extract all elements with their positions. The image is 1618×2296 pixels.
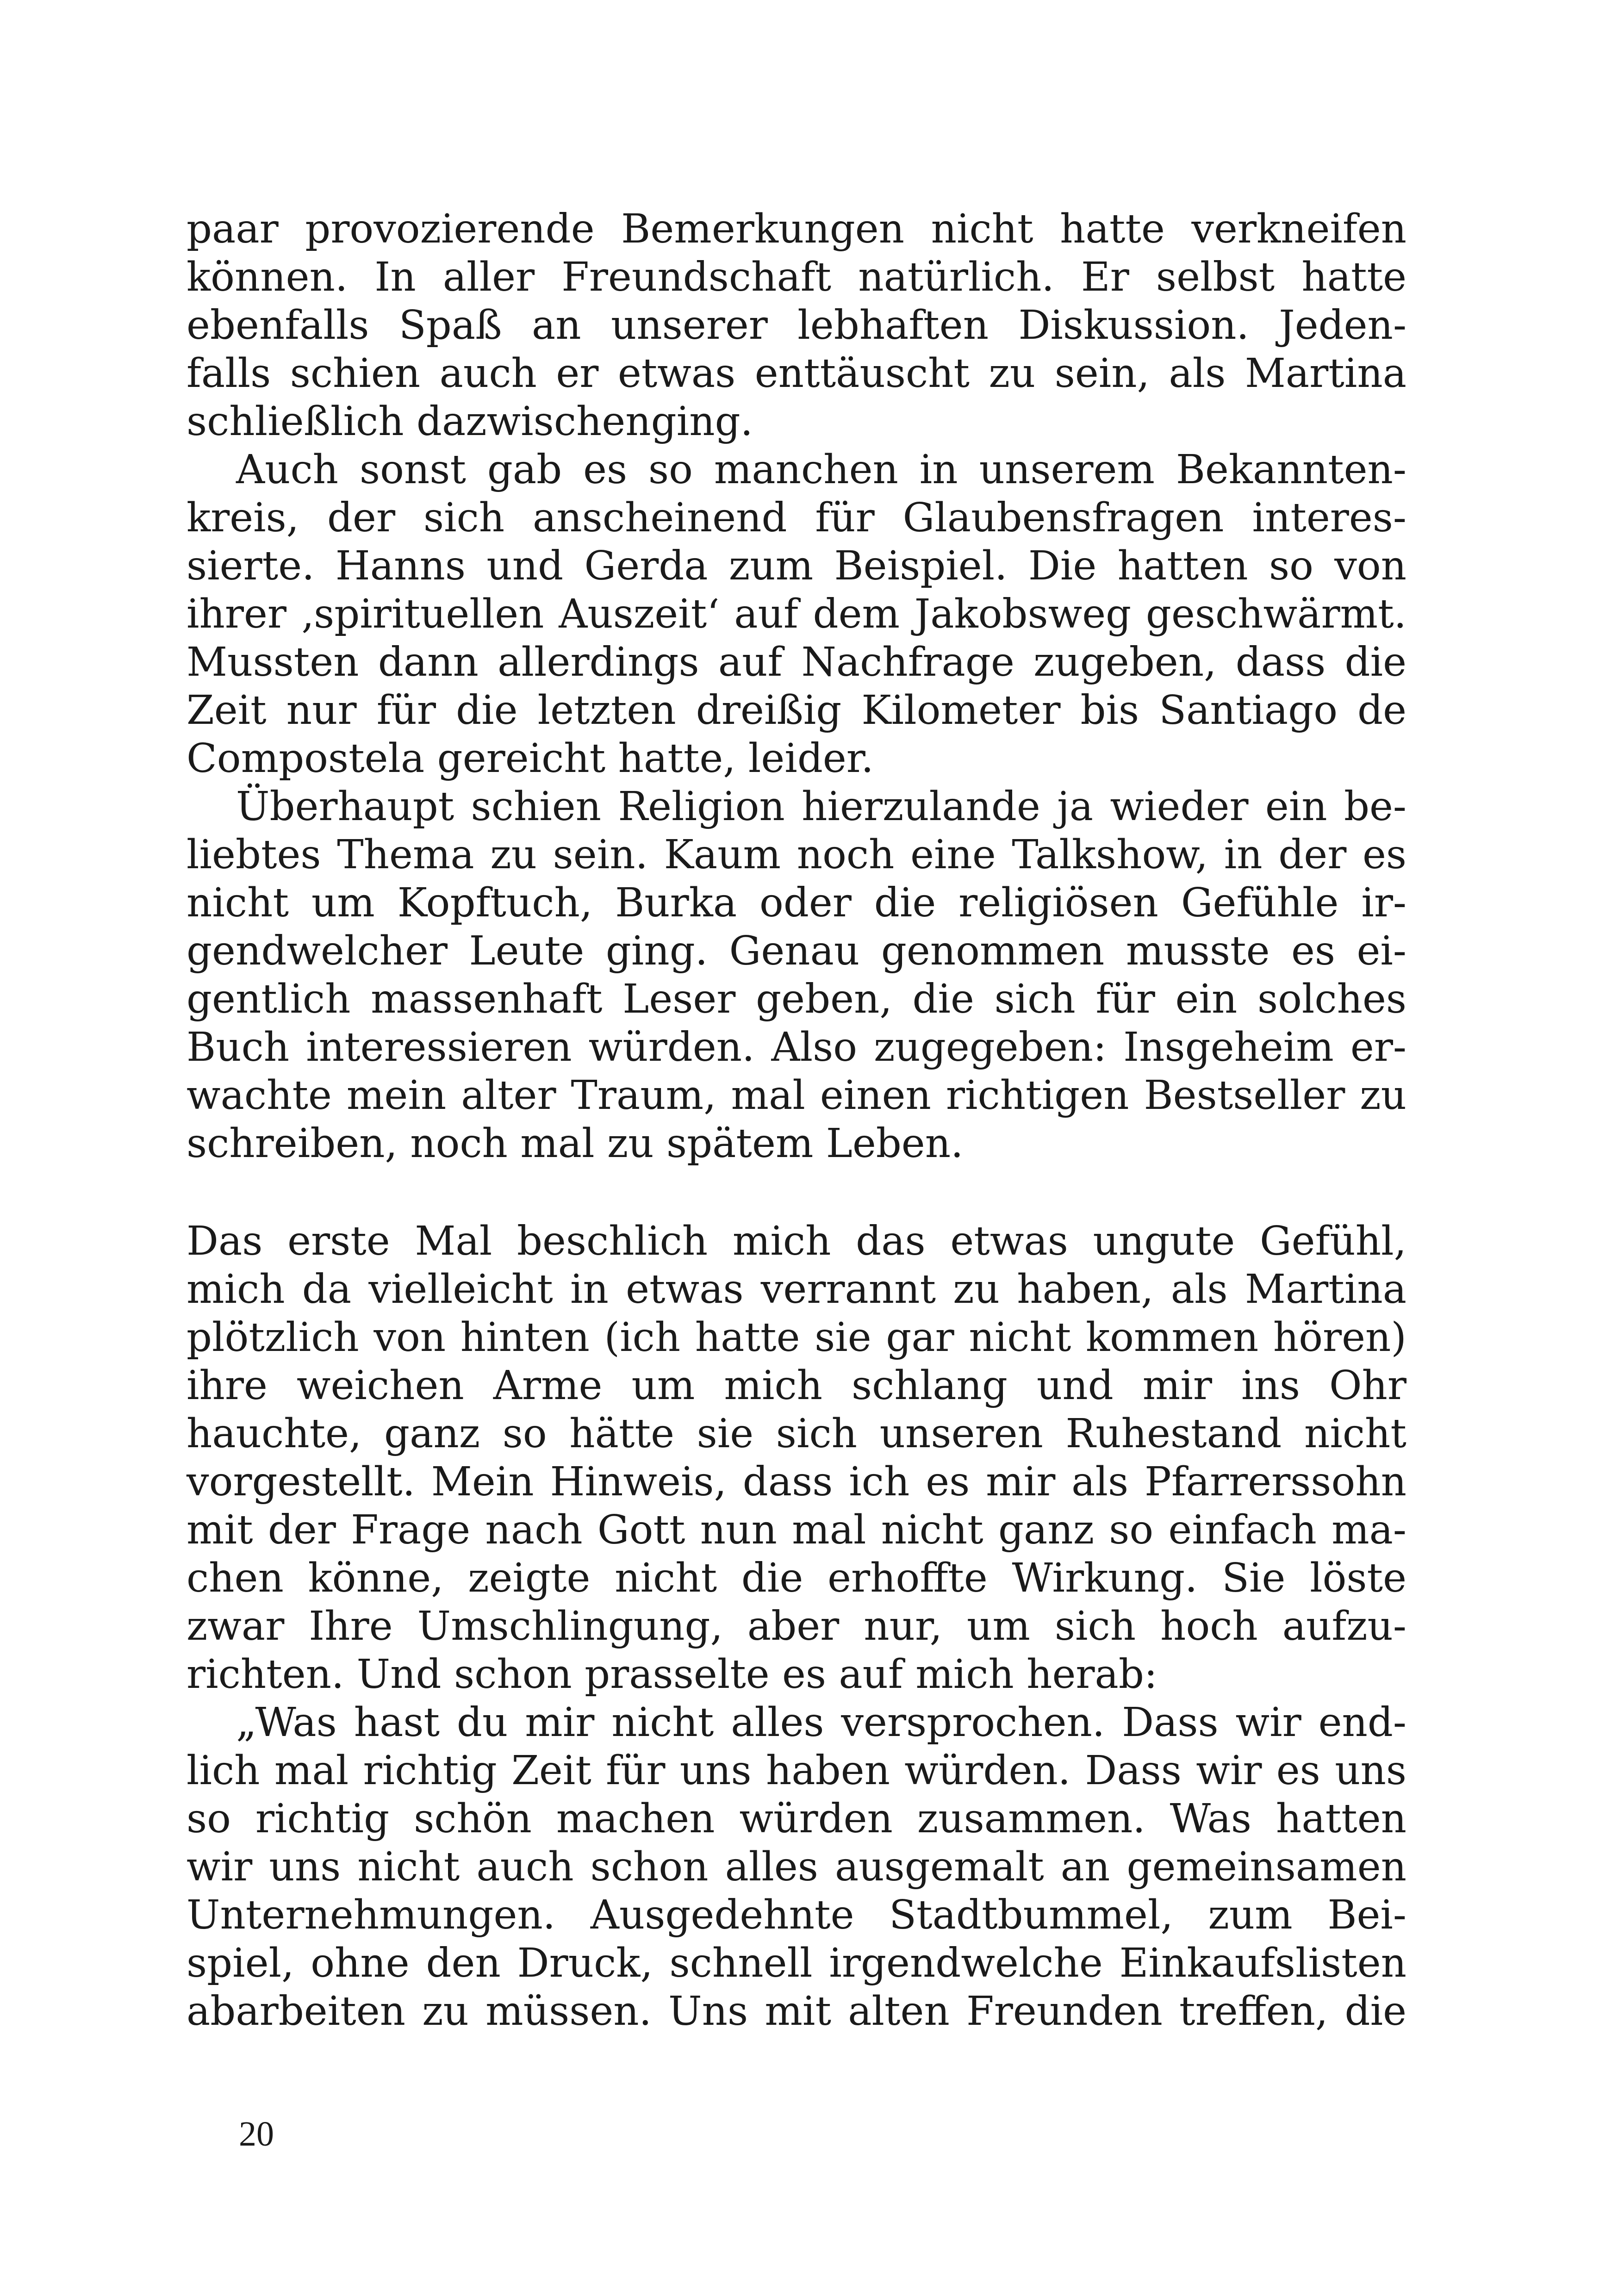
text-line: schließlich dazwischenging.	[187, 398, 753, 445]
text-line: richten. Und schon prasselte es auf mich herab:	[187, 1651, 1157, 1698]
text-line: Überhaupt schien Religion hierzulande ja wieder ein be-	[236, 784, 1406, 830]
text-line: Das erste Mal beschlich mich das etwas ungute Gefühl,	[187, 1218, 1406, 1264]
text-line: plötzlich von hinten (ich hatte sie gar nicht kommen hören)	[187, 1314, 1406, 1361]
text-line: gendwelcher Leute ging. Genau genommen musste es ei-	[187, 928, 1406, 974]
page-number: 20	[239, 2115, 274, 2153]
text-line: Buch interessieren würden. Also zugegeben: Insgeheim er-	[187, 1024, 1406, 1070]
text-line: können. In aller Freundschaft natürlich. Er selbst hatte	[187, 254, 1406, 300]
text-line: lich mal richtig Zeit für uns haben würden. Dass wir es uns	[187, 1748, 1406, 1794]
text-line: falls schien auch er etwas enttäuscht zu sein, als Martina	[187, 350, 1406, 397]
paragraph-1	[187, 205, 1406, 446]
text-line: spiel, ohne den Druck, schnell irgendwelche Einkaufslisten	[187, 1940, 1406, 1986]
text-line: „Was hast du mir nicht alles versprochen. Dass wir end-	[236, 1699, 1406, 1746]
text-line: ihre weichen Arme um mich schlang und mir ins Ohr	[187, 1363, 1406, 1409]
text-section-2	[187, 1217, 1406, 2035]
text-line: Compostela gereicht hatte, leider.	[187, 735, 874, 782]
text-line: schreiben, noch mal zu spätem Leben.	[187, 1120, 964, 1167]
text-line: chen könne, zeigte nicht die erhoffte Wirkung. Sie löste	[187, 1555, 1406, 1601]
text-line: Zeit nur für die letzten dreißig Kilometer bis Santiago de	[187, 687, 1406, 734]
paragraph-5	[187, 1699, 1406, 2035]
text-line: mit der Frage nach Gott nun mal nicht ganz so einfach ma-	[187, 1507, 1406, 1553]
text-line: nicht um Kopftuch, Burka oder die religiösen Gefühle ir-	[187, 880, 1406, 926]
paragraph-2	[187, 446, 1406, 783]
text-line: kreis, der sich anscheinend für Glaubensfragen interes-	[187, 495, 1406, 541]
text-line: sierte. Hanns und Gerda zum Beispiel. Die hatten so von	[187, 543, 1406, 589]
text-line: gentlich massenhaft Leser geben, die sich für ein solches	[187, 976, 1406, 1022]
text-line: liebtes Thema zu sein. Kaum noch eine Talkshow, in der es	[187, 832, 1406, 878]
text-section-1	[187, 205, 1406, 1168]
text-line: abarbeiten zu müssen. Uns mit alten Freunden treffen, die	[187, 1988, 1406, 2035]
paragraph-3	[187, 783, 1406, 1168]
text-line: ihrer ‚spirituellen Auszeit‘ auf dem Jakobsweg geschwärmt.	[187, 591, 1406, 637]
text-line: paar provozierende Bemerkungen nicht hatte verkneifen	[187, 206, 1406, 252]
text-line: so richtig schön machen würden zusammen. Was hatten	[187, 1796, 1406, 1842]
text-line: wir uns nicht auch schon alles ausgemalt an gemeinsamen	[187, 1844, 1406, 1890]
text-line: Unternehmungen. Ausgedehnte Stadtbummel, zum Bei-	[187, 1892, 1406, 1938]
text-line: zwar Ihre Umschlingung, aber nur, um sich hoch aufzu-	[187, 1603, 1406, 1649]
text-line: hauchte, ganz so hätte sie sich unseren Ruhestand nicht	[187, 1411, 1406, 1457]
paragraph-4	[187, 1217, 1406, 1699]
text-line: wachte mein alter Traum, mal einen richtigen Bestseller zu	[187, 1072, 1406, 1119]
text-line: vorgestellt. Mein Hinweis, dass ich es mir als Pfarrerssohn	[187, 1459, 1406, 1505]
text-line: Mussten dann allerdings auf Nachfrage zugeben, dass die	[187, 639, 1406, 685]
text-line: ebenfalls Spaß an unserer lebhaften Diskussion. Jeden-	[187, 302, 1406, 348]
text-line: mich da vielleicht in etwas verrannt zu haben, als Martina	[187, 1266, 1406, 1313]
text-line: Auch sonst gab es so manchen in unserem Bekannten-	[236, 447, 1406, 493]
